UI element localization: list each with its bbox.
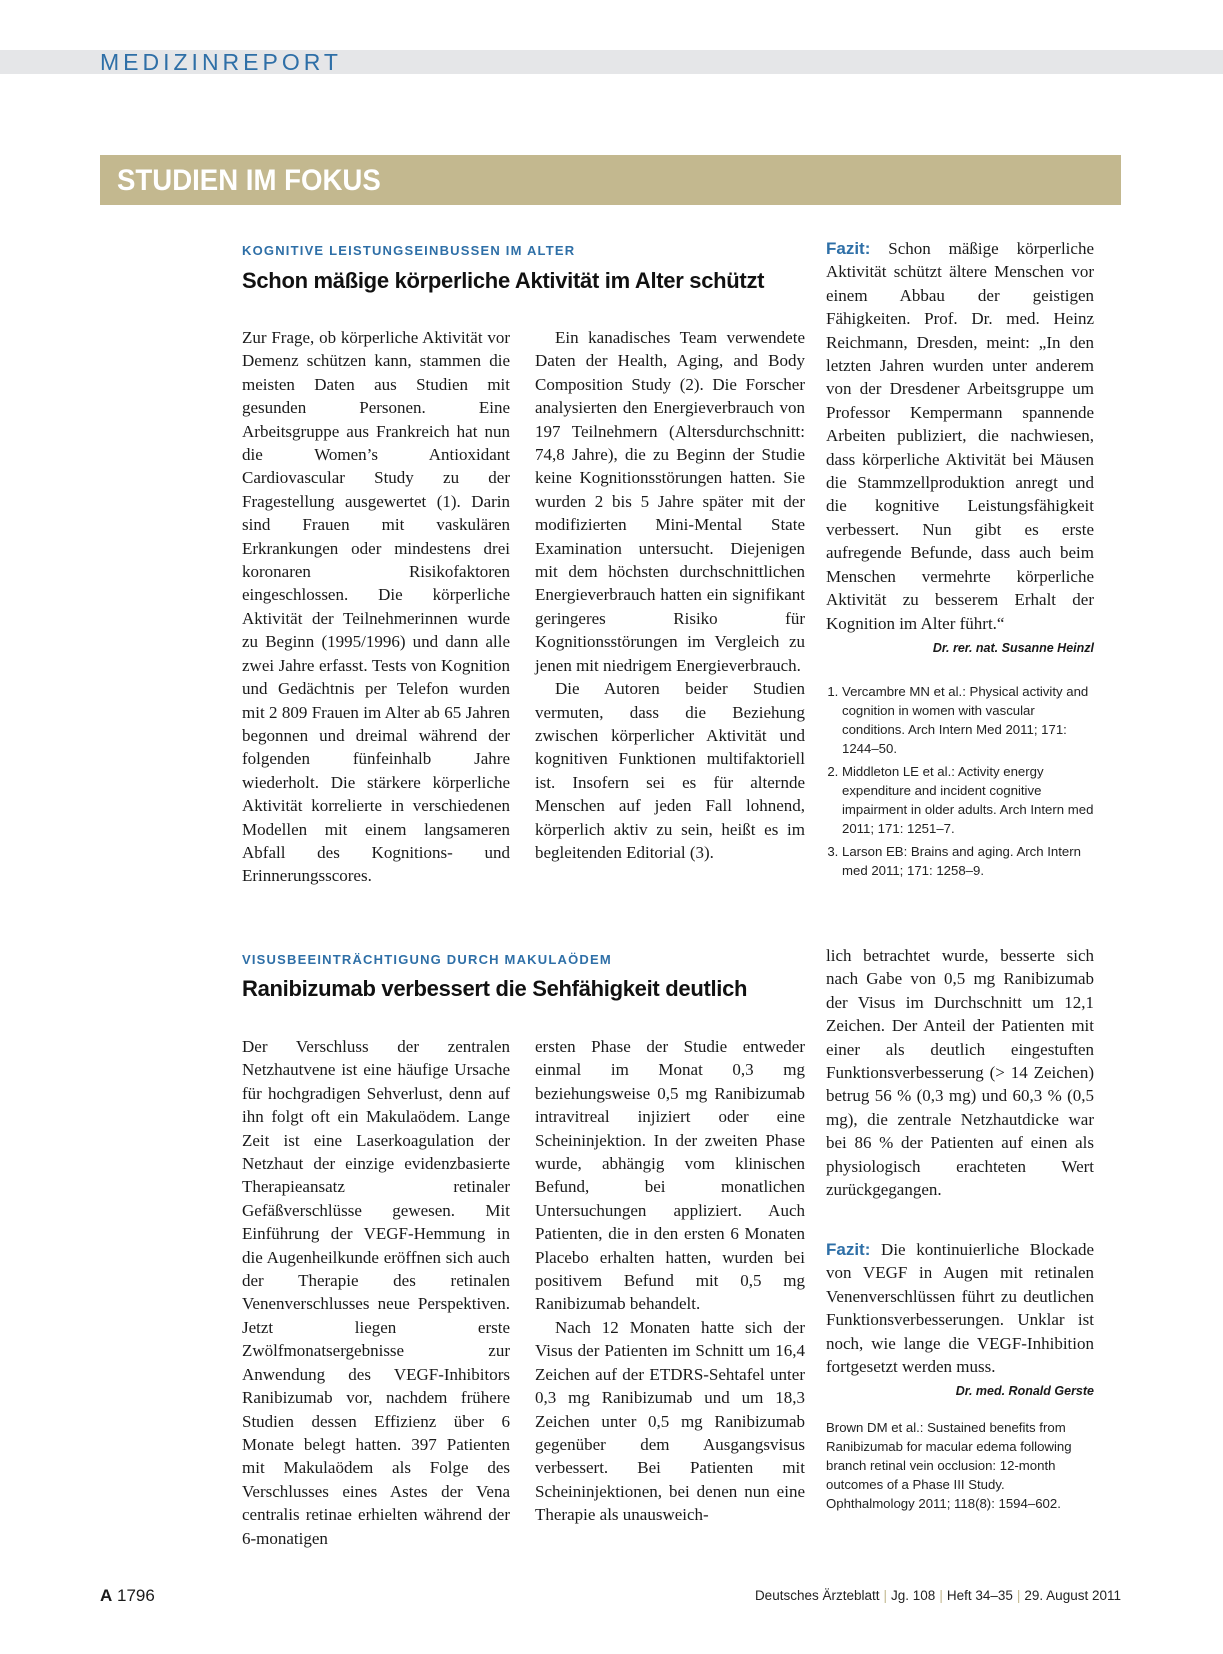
article2-col2-paragraph-2: Nach 12 Monaten hatte sich der Visus der Patienten im Schnitt um 16,4 Zeichen auf der ETDRS-Sehtafel unter 0,3 mg Ranibizumab und um 18,3 Zeichen unter 0,5 mg Ranibizumab gegenüber dem Ausgangsvisus verbessert. Bei Patienten mit Scheininjektionen, bei denen nun eine Therapie als unausweich- [535, 1317, 805, 1525]
journal-date: 29. August 2011 [1024, 1588, 1121, 1603]
page-number [100, 1586, 155, 1606]
page-prefix: A [100, 1586, 113, 1605]
article1-fazit-label: Fazit: [826, 239, 871, 258]
reference-item: Brown DM et al.: Sustained benefits from Ranibizumab for macular edema following branch retinal vein occlusion: 12-month outcomes of a Phase III Study. Ophthalmology 2011; 118(8): 1594–602. [826, 1420, 1072, 1511]
article2-col2-paragraph-1: ersten Phase der Studie entweder einmal im Monat 0,3 mg beziehungsweise 0,5 mg Ranibizumab intravitreal injiziert oder eine Scheininjektion. In der zweiten Phase wurde, abhängig vom klinischen Befund, bei monatlichen Untersuchungen appliziert. Auch Patienten, die in den ersten 6 Monaten Placebo erhalten hatten, wurden bei positivem Befund mit 0,5 mg Ranibizumab behandelt. [535, 1037, 805, 1314]
journal-footer: Deutsches Ärzteblatt | Jg. 108 | Heft 34–35 | 29. August 2011 [754, 1588, 1121, 1603]
reference-item: 2. Middleton LE et al.: Activity energy expenditure and incident cognitive impairment in older adults. Arch Intern med 2011; 171: 1251–7. [842, 762, 1096, 838]
article1-references [826, 682, 1096, 884]
article1-kicker: KOGNITIVE LEISTUNGSEINBUSSEN IM ALTER [242, 243, 576, 258]
running-head-bar [0, 50, 1223, 74]
article2-col1-paragraph: Der Verschluss der zentralen Netzhautvene ist eine häufige Ursache für hochgradigen Sehverlust, denn auf ihn folgt oft ein Makulaödem. Lange Zeit ist eine Laserkoagulation der Netzhaut der einzige evidenzbasierte Therapieansatz retinaler Gefäßverschlüsse gewesen. Mit Einführung der VEGF-Hemmung in die Augenheilkunde eröffnen sich auch der Therapie des retinalen Venenverschlusses neue Perspektiven. Jetzt liegen erste Zwölfmonatsergebnisse zur Anwendung des VEGF-Inhibitors Ranibizumab vor, nachdem frühere Studien dessen Effizienz über 6 Monate belegt hatten. 397 Patienten mit Makulaödem als Folge des Verschlusses eines Astes der Vena centralis retinae erhielten während der 6-monatigen [242, 1037, 510, 1548]
article1-col1-paragraph: Zur Frage, ob körperliche Aktivität vor Demenz schützen kann, stammen die meisten Daten aus Studien mit gesunden Personen. Eine Arbeitsgruppe aus Frankreich hat nun die Women’s Antioxidant Cardiovascular Study zu der Fragestellung ausgewertet (1). Darin sind Frauen mit vaskulären Erkrankungen oder mindestens drei koronaren Risikofaktoren eingeschlossen. Die körperliche Aktivität der Teilnehmerinnen wurde zu Beginn (1995/1996) und dann alle zwei Jahre erfasst. Tests von Kognition und Gedächtnis per Telefon wurden mit 2 809 Frauen im Alter ab 65 Jahren begonnen und dreimal während der folgenden fünfeinhalb Jahre wiederholt. Die stärkere körperliche Aktivität korrelierte in verschiedenen Modellen mit einem langsameren Abfall des Kognitions- und Erinnerungsscores. [242, 328, 510, 886]
article2-fazit-text: Die kontinuierliche Blockade von VEGF in Augen mit retinalen Venenverschlüssen führt zu deutlichen Funktionsverbesserungen. Unklar ist noch, wie lange die VEGF-Inhibition fortgesetzt werden muss. [826, 1240, 1094, 1377]
article1-fazit-text: Schon mäßige körperliche Aktivität schützt ältere Menschen vor einem Abbau der geistigen Fähigkeiten. Prof. Dr. med. Heinz Reichmann, Dresden, meint: „In den letzten Jahren wurden unter anderem von der Dresdener Arbeitsgruppe um Professor Kempermann spannende Arbeiten publiziert, die nachwiesen, dass körperliche Aktivität bei Mäusen die Stammzellproduktion anregt und die kognitive Leistungsfähigkeit verbessert. Nun gibt es erste aufregende Befunde, dass auch beim Menschen vermehrte körperliche Aktivität zu besserem Erhalt der Kognition im Alter führt.“ [826, 239, 1094, 633]
article1-col2-paragraph-1: Ein kanadisches Team verwendete Daten der Health, Aging, and Body Composition Study (2). Die Forscher analysierten den Energieverbrauch von 197 Teilnehmern (Altersdurchschnitt: 74,8 Jahre), die zu Beginn der Studie keine Kognitionsstörungen hatten. Sie wurden 2 bis 5 Jahre später mit der modifizierten Mini-Mental State Examination untersucht. Diejenigen mit dem höchsten durchschnittlichen Energieverbrauch hatten ein signifikant geringeres Risiko für Kognitionsstörungen im Vergleich zu jenen mit niedrigem Energieverbrauch. [535, 328, 805, 675]
article2-reference [826, 1418, 1096, 1513]
running-head: MEDIZINREPORT [100, 49, 342, 75]
reference-item: 3. Larson EB: Brains and aging. Arch Intern med 2011; 171: 1258–9. [842, 842, 1096, 880]
article1-col2-paragraph-2: Die Autoren beider Studien vermuten, dass die Beziehung zwischen körperlicher Aktivität und kognitiven Funktionen multifaktoriell ist. Insofern sei es für alternde Menschen auf jeden Fall lohnend, körperlich aktiv zu sein, heißt es im begleitenden Editorial (3). [535, 679, 805, 862]
article1-fazit [826, 237, 1094, 660]
article2-fazit-label: Fazit: [826, 1240, 871, 1259]
page-number-value: 1796 [117, 1586, 155, 1605]
article2-fazit [826, 1238, 1094, 1404]
article2-column-1 [242, 1035, 510, 1550]
article2-column-3 [826, 944, 1094, 1201]
section-banner [100, 155, 1121, 205]
article2-headline: Ranibizumab verbessert die Sehfähigkeit deutlich [242, 976, 748, 1001]
article2-col3-paragraph: lich betrachtet wurde, besserte sich nach Gabe von 0,5 mg Ranibizumab der Visus im Durchschnitt um 12,1 Zeichen. Der Anteil der Patienten mit einer als deutlich eingestuften Funktionsverbesserung (> 14 Zeichen) betrug 56 % (0,3 mg) und 60,3 % (0,5 mg), die zentrale Netzhautdicke war bei 86 % der Patienten auf einen als physiologisch erachteten Wert zurückgegangen. [826, 946, 1094, 1200]
article2-column-2 [535, 1035, 805, 1527]
journal-issue: Heft 34–35 [946, 1588, 1013, 1603]
article2-author: Dr. med. Ronald Gerste [955, 1384, 1094, 1399]
article1-column-2 [535, 326, 805, 864]
article1-column-1 [242, 326, 510, 888]
journal-name: Deutsches Ärzteblatt [754, 1588, 880, 1603]
article1-author: Dr. rer. nat. Susanne Heinzl [932, 640, 1094, 655]
section-banner-title: STUDIEN IM FOKUS [117, 164, 381, 197]
article2-kicker: VISUSBEEINTRÄCHTIGUNG DURCH MAKULAÖDEM [242, 952, 612, 967]
article1-headline: Schon mäßige körperliche Aktivität im Alter schützt [242, 268, 765, 293]
journal-volume: Jg. 108 [891, 1588, 936, 1603]
reference-item: 1. Vercambre MN et al.: Physical activity and cognition in women with vascular conditions. Arch Intern Med 2011; 171: 1244–50. [842, 682, 1096, 758]
